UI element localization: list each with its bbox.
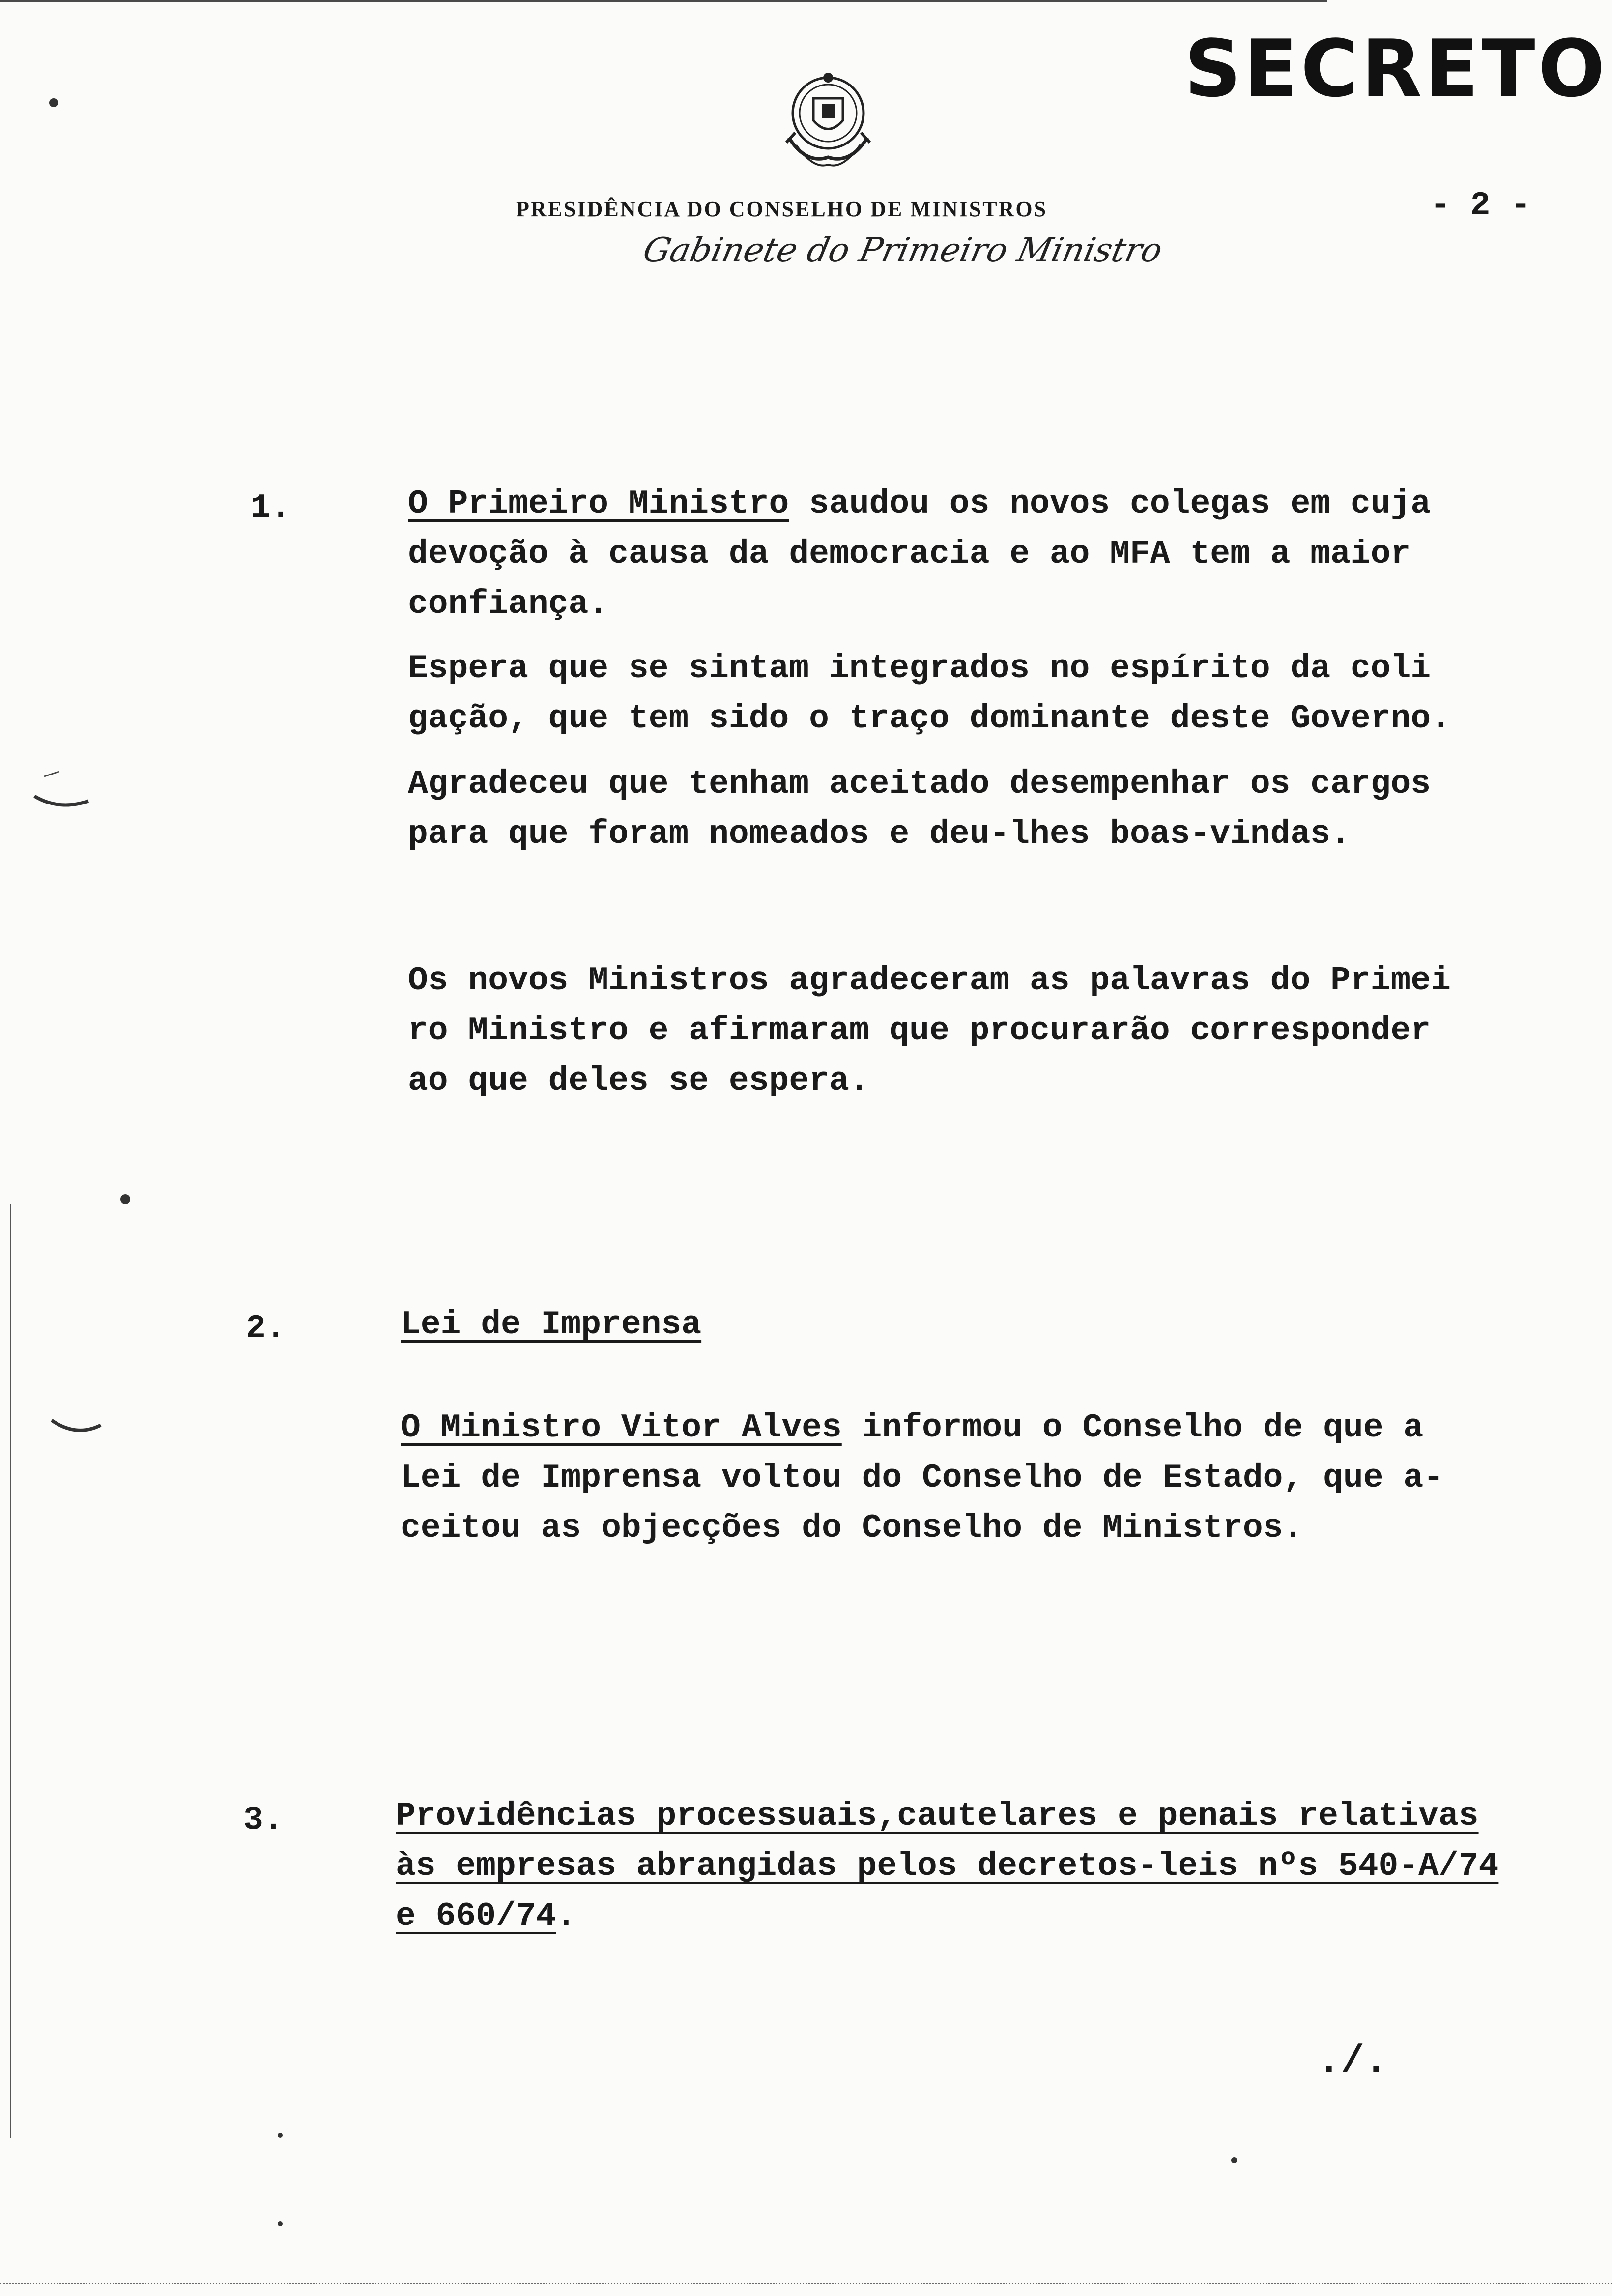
text-line: Agradeceu que tenham aceitado desempenhar os cargos bbox=[408, 765, 1431, 803]
margin-line bbox=[10, 1204, 11, 2138]
top-rule bbox=[0, 0, 1327, 2]
scan-mark bbox=[29, 767, 93, 811]
item-2-title bbox=[401, 1300, 701, 1350]
section-title-line: e 660/74 bbox=[396, 1897, 556, 1935]
page-number: - 2 - bbox=[1430, 187, 1531, 225]
text-line: para que foram nomeados e deu-lhes boas-vindas. bbox=[408, 815, 1351, 853]
section-title-line: às empresas abrangidas pelos decretos-leis nºs 540-A/74 bbox=[396, 1847, 1499, 1885]
text-line: informou o Conselho de que a bbox=[841, 1409, 1424, 1447]
text-line: gação, que tem sido o traço dominante deste Governo. bbox=[408, 700, 1451, 738]
section-title: Lei de Imprensa bbox=[401, 1306, 702, 1344]
scan-speck bbox=[278, 2221, 283, 2226]
text-line: ao que deles se espera. bbox=[408, 1062, 869, 1100]
text-line: saudou os novos colegas em cuja bbox=[789, 485, 1431, 523]
text-line: ceitou as objecções do Conselho de Ministros. bbox=[401, 1509, 1303, 1547]
item-1-paragraph-4 bbox=[408, 956, 1451, 1106]
scan-speck bbox=[1231, 2157, 1237, 2163]
text-line: confiança. bbox=[408, 585, 609, 623]
section-title-end: . bbox=[556, 1897, 576, 1935]
text-line: Espera que se sintam integrados no espírito da coli bbox=[408, 650, 1431, 688]
item-number-2: 2. bbox=[246, 1310, 286, 1348]
speaker-name: O Primeiro Ministro bbox=[408, 485, 789, 523]
item-2-paragraph bbox=[401, 1403, 1443, 1553]
text-line: Os novos Ministros agradeceram as palavras do Primei bbox=[408, 962, 1451, 1000]
coat-of-arms-icon bbox=[767, 59, 890, 182]
text-line: devoção à causa da democracia e ao MFA tem a maior bbox=[408, 535, 1411, 573]
item-1-paragraph-2 bbox=[408, 644, 1451, 744]
speaker-name: O Ministro Vitor Alves bbox=[401, 1409, 842, 1447]
scan-speck bbox=[49, 98, 58, 107]
text-line: Lei de Imprensa voltou do Conselho de Estado, que a- bbox=[401, 1459, 1443, 1497]
scan-mark bbox=[49, 1410, 103, 1440]
classification-stamp: SECRETO bbox=[1184, 23, 1608, 115]
cabinet-name: Gabinete do Primeiro Ministro bbox=[639, 231, 1166, 270]
text-line: ro Ministro e afirmaram que procurarão corresponder bbox=[408, 1012, 1431, 1050]
section-title-line: Providências processuais,cautelares e penais relativas bbox=[396, 1797, 1479, 1835]
scan-speck bbox=[120, 1194, 130, 1204]
item-number-1: 1. bbox=[251, 489, 291, 527]
item-1-paragraph-3 bbox=[408, 759, 1431, 860]
bottom-edge bbox=[0, 2283, 1612, 2287]
institution-name: PRESIDÊNCIA DO CONSELHO DE MINISTROS bbox=[516, 197, 1048, 221]
item-3-title bbox=[396, 1791, 1498, 1942]
item-number-3: 3. bbox=[243, 1801, 284, 1839]
continuation-mark: ./. bbox=[1317, 2039, 1388, 2084]
scan-speck bbox=[278, 2133, 283, 2138]
item-1-paragraph-1 bbox=[408, 479, 1431, 630]
